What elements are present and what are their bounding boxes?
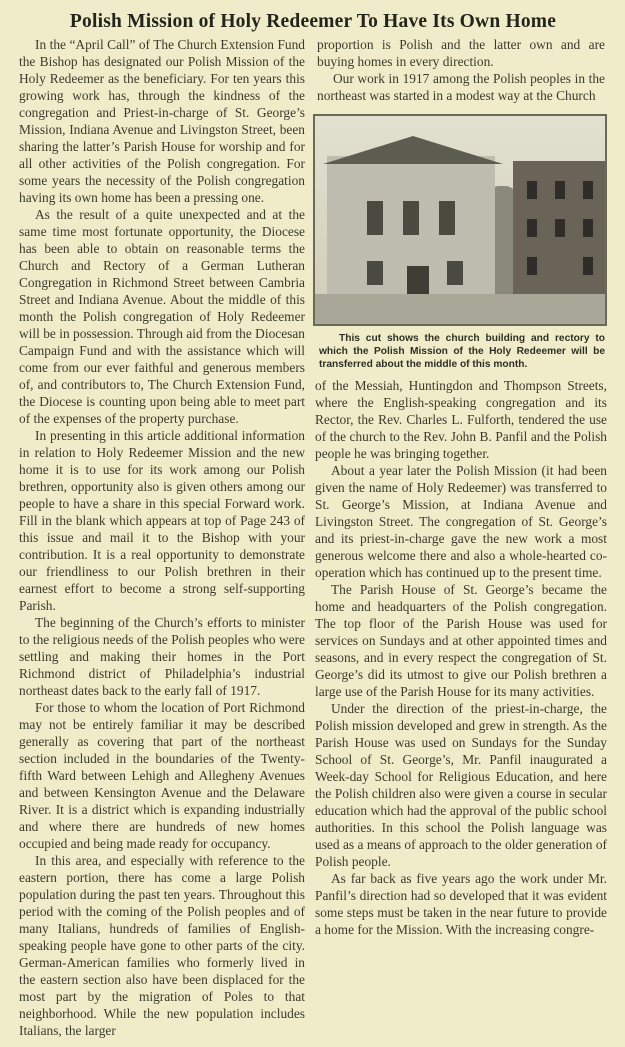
paragraph: of the Messiah, Huntingdon and Thompson Streets, where the English-speaking congregation and its Rector, the Rev. Charles L. Fulforth, tendered the use of the church to the Rev. John B. Panfil and the Polish people he was bringing together.	[315, 378, 607, 461]
church-window	[403, 201, 419, 235]
rectory-window	[583, 257, 593, 275]
paragraph: As the result of a quite unexpected and at the same time most fortunate opportunity, the Diocese has been able to obtain on reasonable terms the Church and Rectory of a German Lutheran Congregation in Richmond Street between Cambria Street and Indiana Avenue. About the middle of this month the Polish congregation of Holy Redeemer will be in possession. Through aid from the Diocesan Campaign Fund and with the assistance which will come from our ever faithful and generous members of, and contributors to, The Church Extension Fund, the Diocese is counting upon being able to meet part of the expenses of the property purchase.	[19, 207, 305, 426]
right-column	[313, 36, 607, 938]
article-title: Polish Mission of Holy Redeemer To Have Its Own Home	[69, 11, 557, 32]
church-door	[407, 266, 429, 296]
paragraph: For those to whom the location of Port Richmond may not be entirely familiar it may be described generally as covering that part of the northeast section included in the boundaries of the Twenty-fifth Ward between Lehigh and Allegheny Avenues and between Kensington Avenue and the Delaware River. It is a district which is expanding industrially and where there are hundreds of new homes occupied and being made ready for occupancy.	[19, 700, 305, 851]
article-columns	[19, 36, 607, 1039]
paragraph: proportion is Polish and the latter own and are buying homes in every direction.	[317, 37, 605, 69]
church-window	[367, 261, 383, 285]
church-window	[447, 261, 463, 285]
church-roof	[323, 136, 503, 164]
paragraph: In this area, and especially with reference to the eastern portion, there has come a large Polish population during the past ten years. Throughout this period with the coming of the Polish peoples and of many Italians, hundreds of families of English-speaking people have gone to other parts of the city. German-American families who formerly lived in the eastern section also have been displaced for the most part by the migration of Poles to that neighborhood. While the new population includes Italians, the larger	[19, 853, 305, 1038]
paragraph: As far back as five years ago the work under Mr. Panfil’s direction had so developed that it was evident some steps must be taken in the near future to provide a home for the Mission. With the increasing congre-	[315, 871, 607, 937]
paragraph: Under the direction of the priest-in-charge, the Polish mission developed and grew in strength. As the Parish House was used on Sundays for the Sunday School of St. George’s, Mr. Panfil inaugurated a Week-day School for Religious Education, and here the Polish children also were given a course in secular education which had the approval of the public school authorities. In this school the Polish language was used as a means of approach to the older generation of Polish people.	[315, 701, 607, 869]
paragraph: About a year later the Polish Mission (it had been given the name of Holy Redeemer) was transferred to St. George’s Mission, at Indiana Avenue and Livingston Street. The congregation of St. George’s and its priest-in-charge gave the new work a most generous welcome there and also a whole-hearted co-operation which has continued up to the present time.	[315, 463, 607, 580]
rectory-window	[555, 181, 565, 199]
church-window	[439, 201, 455, 235]
paragraph: The beginning of the Church’s efforts to minister to the religious needs of the Polish peoples who were settling and making their homes in the Port Richmond district of Philadelphia’s industrial northeast dates back to the early fall of 1917.	[19, 615, 305, 698]
rectory-building	[513, 161, 607, 301]
right-column-bottom	[313, 377, 607, 938]
photo-caption	[319, 332, 605, 371]
caption-text: This cut shows the church building and rectory to which the Polish Mission of the Holy Redeemer will be transferred about the middle of this month.	[319, 333, 605, 370]
church-photo	[313, 114, 607, 326]
right-column-top	[313, 36, 607, 104]
paragraph: In the “April Call” of The Church Extension Fund the Bishop has designated our Polish Mission of the Holy Redeemer as the beneficiary. For ten years this growing work has, through the kindness of the congregation and Priest-in-charge of St. George’s Mission, Indiana Avenue and Livingston Street, been sharing the latter’s Parish House for worship and for all other activities of the Polish congregation. For some years the necessity of the Polish congregation having its own home has been a pressing one.	[19, 37, 305, 205]
left-column	[19, 36, 305, 1039]
photo-ground	[315, 294, 605, 324]
rectory-window	[583, 181, 593, 199]
paragraph: The Parish House of St. George’s became the home and headquarters of the Polish congregation. The top floor of the Parish House was used for services on Sundays and at other appointed times and seasons, and in every respect the congregation of St. George’s did its utmost to give our Polish brethren a large use of the Parish House for its many activities.	[315, 582, 607, 699]
church-building	[327, 156, 495, 296]
rectory-window	[583, 219, 593, 237]
church-window	[367, 201, 383, 235]
paragraph: Our work in 1917 among the Polish peoples in the northeast was started in a modest way at the Church	[317, 71, 605, 103]
rectory-window	[527, 257, 537, 275]
rectory-window	[555, 219, 565, 237]
rectory-window	[527, 181, 537, 199]
paragraph: In presenting in this article additional information in relation to Holy Redeemer Mission and the new home it is to use for its work among our Polish brethren, opportunity also is given others among our people to have a share in this special Forward work. Fill in the blank which appears at top of Page 243 of this issue and mail it to the Bishop with your contribution. It is a real opportunity to demonstrate our friendliness to our Polish brethren in their earnest effort to become a strong self-supporting Parish.	[19, 428, 305, 613]
rectory-window	[527, 219, 537, 237]
